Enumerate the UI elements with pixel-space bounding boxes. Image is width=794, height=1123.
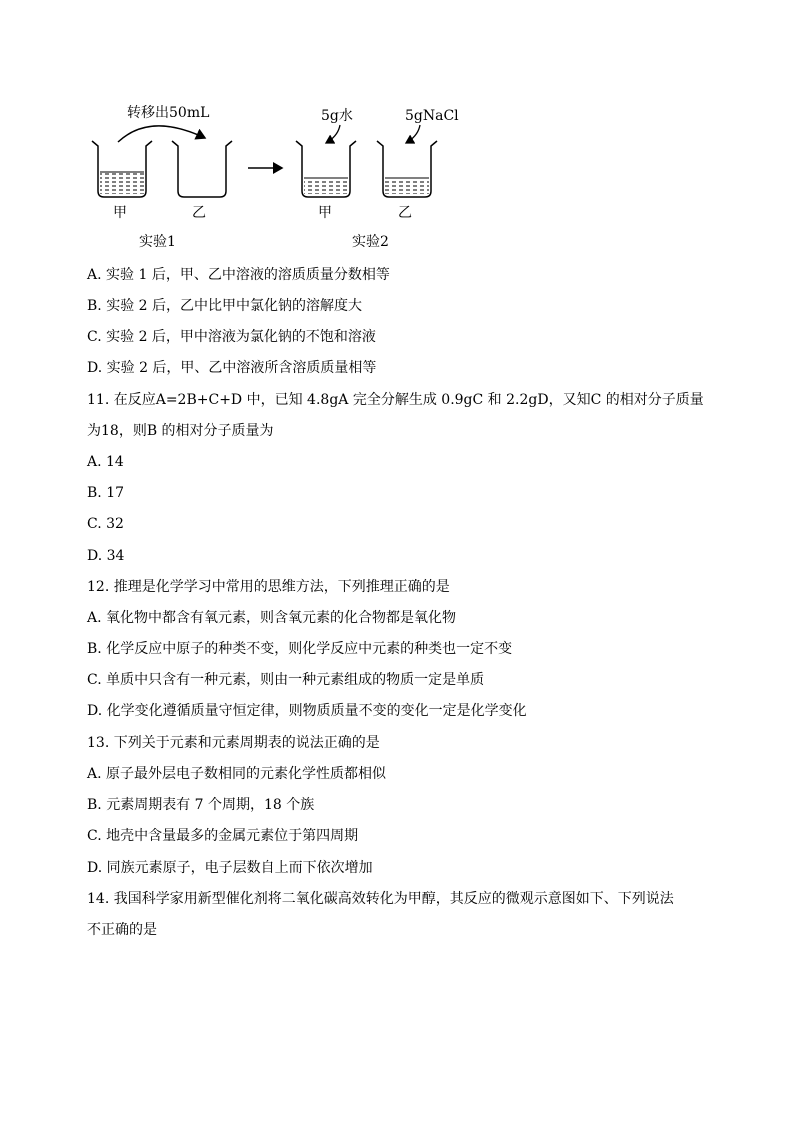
transfer-label: 转移出50mL <box>127 105 210 121</box>
beaker-yi-2-label: 乙 <box>398 205 412 221</box>
q10-option-b: B. 实验 2 后，乙中比甲中氯化钠的溶解度大 <box>87 298 362 314</box>
beaker-jia-1-label: 甲 <box>113 205 127 221</box>
q12-option-c: C. 单质中只含有一种元素，则由一种元素组成的物质一定是单质 <box>87 672 485 688</box>
q11-stem-line-1: 11. 在反应A=2B+C+D 中，已知 4.8gA 完全分解生成 0.9gC 和 2.2gD，又知C 的相对分子质量 <box>87 392 704 408</box>
q10-option-c: C. 实验 2 后，甲中溶液为氯化钠的不饱和溶液 <box>87 329 376 345</box>
q13-option-d: D. 同族元素原子，电子层数自上而下依次增加 <box>87 860 373 876</box>
q14-stem-line-2: 不正确的是 <box>87 922 157 938</box>
q12-option-a: A. 氧化物中都含有氧元素，则含氧元素的化合物都是氧化物 <box>87 610 457 626</box>
water-arrow <box>326 125 340 143</box>
q12-option-b: B. 化学反应中原子的种类不变，则化学反应中元素的种类也一定不变 <box>87 641 513 657</box>
nacl-label: 5gNaCl <box>405 108 459 124</box>
q12-stem: 12. 推理是化学学习中常用的思维方法，下列推理正确的是 <box>87 579 450 595</box>
q14-stem-line-1: 14. 我国科学家用新型催化剂将二氧化碳高效转化为甲醇，其反应的微观示意图如下、下列说法 <box>87 891 674 907</box>
beaker-jia-1 <box>92 141 152 197</box>
beaker-yi-1-label: 乙 <box>192 205 206 221</box>
q11-option-a: A. 14 <box>87 454 124 470</box>
q13-option-b: B. 元素周期表有 7 个周期，18 个族 <box>87 797 315 813</box>
q13-stem: 13. 下列关于元素和元素周期表的说法正确的是 <box>87 735 380 751</box>
q11-option-d: D. 34 <box>87 548 125 564</box>
beaker-jia-2-label: 甲 <box>318 205 332 221</box>
caption-experiment-2: 实验2 <box>352 234 389 250</box>
q12-option-d: D. 化学变化遵循质量守恒定律，则物质质量不变的变化一定是化学变化 <box>87 703 527 719</box>
q11-option-b: B. 17 <box>87 485 125 501</box>
nacl-arrow <box>406 125 420 143</box>
experiment-diagram <box>0 0 794 260</box>
beaker-yi-1 <box>172 141 232 197</box>
water-label: 5g水 <box>321 108 353 124</box>
beaker-yi-2 <box>377 141 437 197</box>
q13-option-a: A. 原子最外层电子数相同的元素化学性质都相似 <box>87 766 387 782</box>
caption-experiment-1: 实验1 <box>139 234 176 250</box>
beaker-jia-2 <box>296 141 356 197</box>
q10-option-a: A. 实验 1 后，甲、乙中溶液的溶质质量分数相等 <box>87 267 390 283</box>
q13-option-c: C. 地壳中含量最多的金属元素位于第四周期 <box>87 828 359 844</box>
transfer-arrow <box>118 126 205 142</box>
q11-stem-line-2: 为18，则B 的相对分子质量为 <box>87 423 274 439</box>
q11-option-c: C. 32 <box>87 516 124 532</box>
q10-option-d: D. 实验 2 后，甲、乙中溶液所含溶质质量相等 <box>87 360 377 376</box>
